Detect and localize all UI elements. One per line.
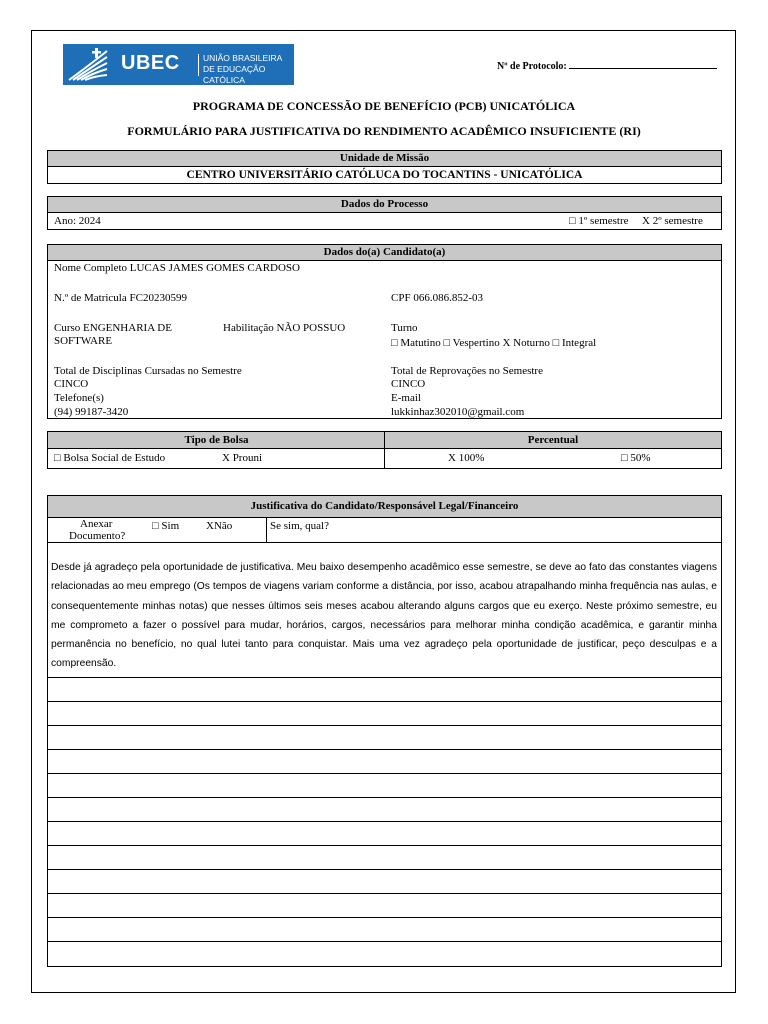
- semester-2-checkbox[interactable]: X 2º semestre: [642, 215, 703, 227]
- ubec-logo: [63, 44, 294, 85]
- total-reprovacoes-label: Total de Reprovações no Semestre: [391, 365, 543, 377]
- candidate-habilitacao: Habilitação NÃO POSSUO: [223, 322, 346, 334]
- justificativa-header: Justificativa do Candidato/Responsável Legal/Financeiro: [48, 496, 721, 518]
- justificativa-line: [48, 677, 721, 678]
- phone-value: (94) 99187-3420: [54, 406, 129, 418]
- candidate-section: [47, 244, 722, 419]
- candidate-header: Dados do(a) Candidato(a): [48, 245, 721, 261]
- anexar-label-line2: Documento?: [69, 530, 126, 542]
- email-value: lukkinhaz302010@gmail.com: [391, 406, 525, 418]
- anexar-nao-checkbox[interactable]: XNão: [206, 520, 233, 532]
- protocol-field: [497, 59, 717, 72]
- justificativa-line: [48, 917, 721, 918]
- anexar-sim-checkbox[interactable]: □ Sim: [152, 520, 180, 532]
- unit-header: Unidade de Missão: [48, 151, 721, 167]
- bolsa-divider: [384, 432, 385, 468]
- bolsa-section: [47, 431, 722, 469]
- candidate-cpf: CPF 066.086.852-03: [391, 292, 483, 304]
- anexar-label-line1: Anexar: [80, 518, 113, 530]
- process-header: Dados do Processo: [48, 197, 721, 213]
- candidate-course-line1: Curso ENGENHARIA DE: [54, 322, 172, 334]
- percentual-50-checkbox[interactable]: □ 50%: [621, 452, 651, 464]
- justificativa-line: [48, 773, 721, 774]
- bolsa-prouni-checkbox[interactable]: X Prouni: [222, 452, 263, 464]
- bolsa-percentual-header: Percentual: [385, 432, 721, 449]
- bolsa-social-checkbox[interactable]: □ Bolsa Social de Estudo: [54, 452, 166, 464]
- unit-value: CENTRO UNIVERSITÁRIO CATÓLUCA DO TOCANTINS - UNICATÓLICA: [186, 169, 583, 181]
- email-label: E-mail: [391, 392, 421, 404]
- process-section: [47, 196, 722, 230]
- bolsa-tipo-header: Tipo de Bolsa: [48, 432, 385, 449]
- phone-label: Telefone(s): [54, 392, 104, 404]
- candidate-matricula: N.º de Matricula FC20230599: [54, 292, 187, 304]
- anexar-divider: [266, 518, 267, 543]
- logo-subtitle: [203, 53, 294, 86]
- ubec-emblem-icon: [67, 47, 111, 82]
- justificativa-line: [48, 845, 721, 846]
- process-year: Ano: 2024: [54, 215, 101, 227]
- logo-subtitle-line1: UNIÃO BRASILEIRA: [203, 53, 283, 63]
- form-title: FORMULÁRIO PARA JUSTIFICATIVA DO RENDIMENTO ACADÊMICO INSUFICIENTE (RI): [127, 124, 641, 138]
- justificativa-line: [48, 821, 721, 822]
- candidate-course-line2: SOFTWARE: [54, 335, 113, 347]
- semester-1-checkbox[interactable]: □ 1º semestre: [569, 215, 629, 227]
- protocol-label: Nº de Protocolo:: [497, 61, 567, 72]
- turno-label: Turno: [391, 322, 418, 334]
- justificativa-line: [48, 701, 721, 702]
- total-disciplinas-label: Total de Disciplinas Cursadas no Semestre: [54, 365, 242, 377]
- justificativa-line: [48, 893, 721, 894]
- logo-divider: [198, 54, 199, 76]
- candidate-name: Nome Completo LUCAS JAMES GOMES CARDOSO: [54, 262, 300, 274]
- justificativa-line: [48, 725, 721, 726]
- percentual-100-checkbox[interactable]: X 100%: [448, 452, 485, 464]
- justificativa-text[interactable]: Desde já agradeço pela oportunidade de justificativa. Meu baixo desempenho acadêmico esse semestre, se deve ao fato das constantes viagens relacionadas ao meu emprego (Os tempos de viagens variam conforme a distância, por isso, acabou atrapalhando minha frequência nas aulas, e consequentemente minhas notas) que nesses últimos seis meses acabou alterando alguns cargos que eu exerço. Neste próximo semestre, eu me comprometo a fazer o possível para mudar, horários, cargos, necessários para melhorar minha condição acadêmica, e garantir minha permanência no benefício, no qual lutei tanto para conquistar. Mais uma vez agradeço pela oportunidade de justificar, peço desculpas e a compreensão.: [51, 562, 717, 670]
- logo-subtitle-line2: DE EDUCAÇÃO CATÓLICA: [203, 64, 266, 85]
- justificativa-line: [48, 749, 721, 750]
- unit-section: [47, 150, 722, 184]
- anexar-row-bottom: [48, 542, 721, 543]
- justificativa-line: [48, 941, 721, 942]
- justificativa-line: [48, 869, 721, 870]
- logo-brand: UBEC: [121, 52, 180, 74]
- total-reprovacoes-value: CINCO: [391, 378, 426, 390]
- program-title: PROGRAMA DE CONCESSÃO DE BENEFÍCIO (PCB) UNICATÓLICA: [192, 99, 576, 113]
- qual-label: Se sim, qual?: [270, 520, 329, 532]
- total-disciplinas-value: CINCO: [54, 378, 89, 390]
- justificativa-line: [48, 797, 721, 798]
- turno-options[interactable]: □ Matutino □ Vespertino X Noturno □ Integral: [391, 337, 597, 349]
- protocol-input-line[interactable]: [569, 59, 717, 69]
